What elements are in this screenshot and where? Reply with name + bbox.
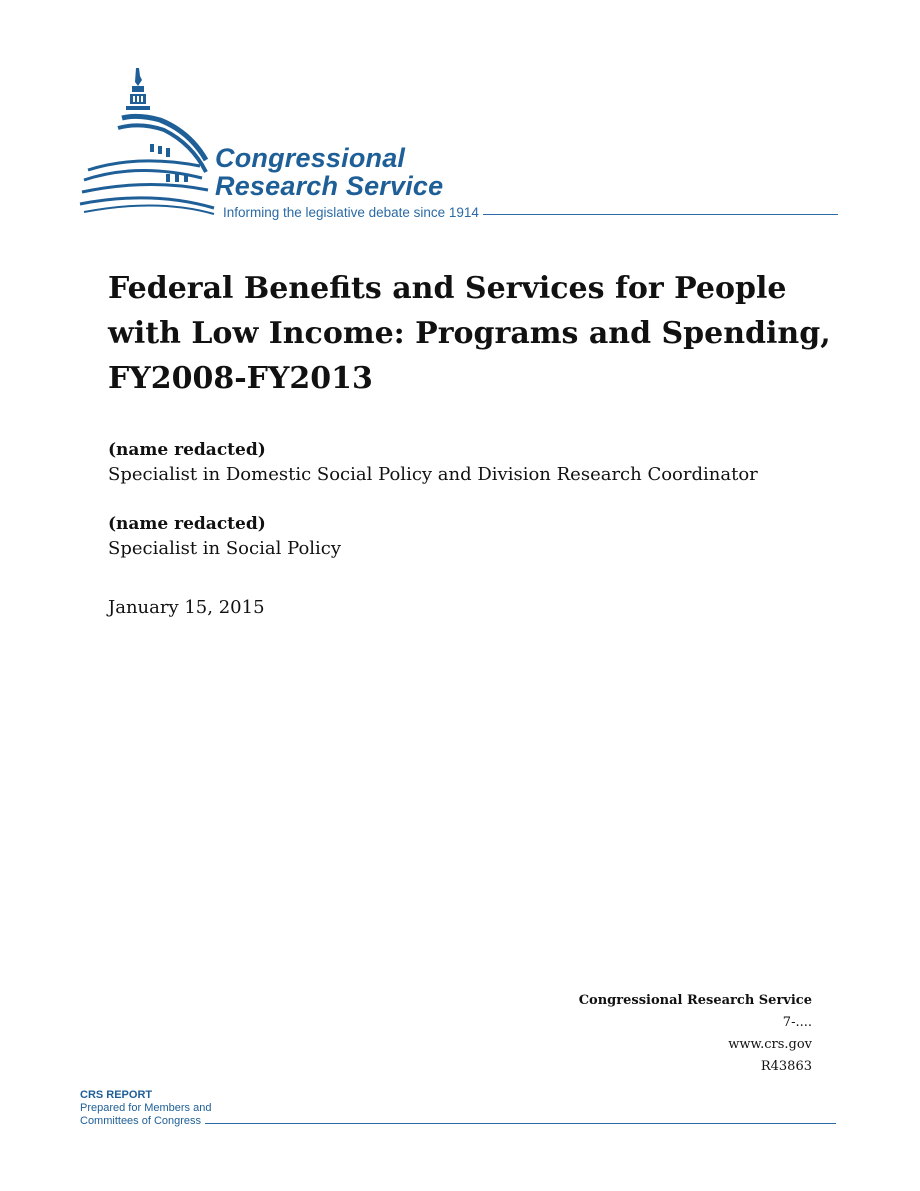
footer-row — [80, 1115, 836, 1128]
info-block — [512, 990, 812, 1078]
crs-logo — [78, 62, 838, 222]
footer-title: CRS REPORT — [80, 1089, 153, 1101]
author-role: Specialist in Domestic Social Policy and Division Research Coordinator — [108, 464, 758, 485]
footer-line2: Committees of Congress — [80, 1115, 202, 1127]
report-number: R43863 — [760, 1059, 812, 1074]
info-website-link[interactable]: www.crs.gov — [728, 1037, 812, 1052]
org-name — [215, 144, 443, 200]
tagline: Informing the legislative debate since 1914 — [223, 204, 479, 220]
author-name: (name redacted) — [108, 440, 266, 460]
org-name-line1: Congressional — [215, 143, 406, 173]
author-block — [108, 438, 868, 488]
report-date: January 15, 2015 — [108, 597, 265, 618]
tagline-rule — [483, 214, 838, 215]
tagline-row — [223, 203, 838, 221]
author-name: (name redacted) — [108, 514, 266, 534]
org-name-line2: Research Service — [215, 171, 444, 201]
capitol-dome-icon — [78, 62, 228, 220]
footer — [80, 1089, 836, 1133]
footer-rule — [205, 1123, 836, 1124]
report-title: Federal Benefits and Services for People with Low Income: Programs and Spending, FY2008-FY2013 — [108, 271, 831, 396]
footer-line1: Prepared for Members and — [80, 1102, 212, 1114]
author-block — [108, 512, 868, 562]
author-role: Specialist in Social Policy — [108, 538, 342, 559]
info-org: Congressional Research Service — [578, 993, 812, 1008]
info-phone: 7-.... — [782, 1015, 812, 1030]
